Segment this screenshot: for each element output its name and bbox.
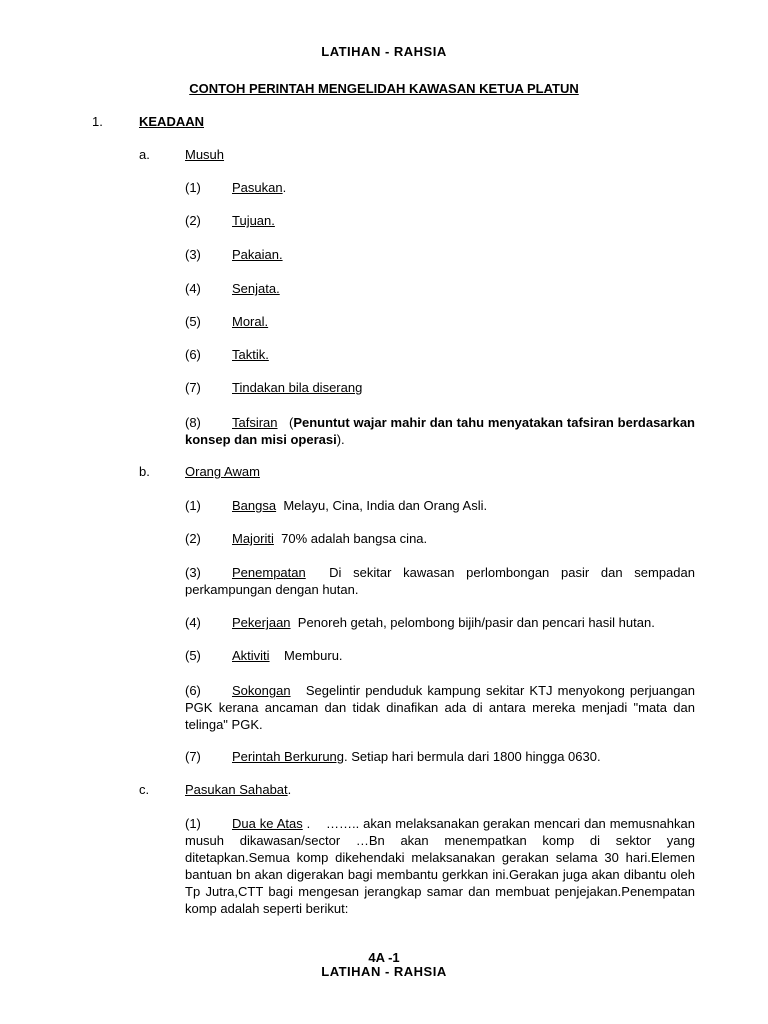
list-item: [185, 180, 286, 196]
item-label: Pekerjaan: [232, 615, 291, 630]
close-paren: ).: [336, 432, 345, 447]
item-text: Memburu.: [284, 648, 343, 663]
item-label: Senjata.: [232, 281, 280, 296]
subsection-label: Orang Awam: [185, 464, 260, 479]
footer-classification: LATIHAN - RAHSIA: [321, 964, 447, 979]
item-label: Bangsa: [232, 498, 277, 513]
item-number: (4): [185, 615, 201, 630]
list-item-tafsiran: [185, 414, 695, 448]
item-label: Perintah Berkurung: [232, 749, 345, 764]
open-paren: (: [288, 415, 294, 430]
item-label: Dua ke Atas: [232, 816, 303, 831]
item-label: Majoriti: [232, 531, 274, 546]
item-number: (7): [185, 380, 201, 395]
section-number: 1.: [92, 114, 103, 129]
item-text: Segelintir penduduk kampung sekitar KTJ menyokong perjuangan PGK kerana ancaman dan tidak dinafikan ada di antara mereka menjadi "mata dan telinga" PGK.: [185, 683, 695, 732]
list-item: [185, 564, 695, 598]
item-number: (3): [185, 247, 201, 262]
list-item: [185, 247, 283, 263]
item-label: Tujuan.: [232, 213, 275, 228]
section-heading: KEADAAN: [139, 114, 204, 129]
item-text: . Setiap hari bermula dari 1800 hingga 0630.: [344, 749, 601, 764]
item-label: Aktiviti: [232, 648, 270, 663]
document-title: CONTOH PERINTAH MENGELIDAH KAWASAN KETUA PLATUN: [189, 81, 579, 96]
subsection-label-group: [185, 782, 291, 798]
item-number: (1): [185, 816, 201, 831]
item-label: Sokongan: [232, 683, 291, 698]
item-number: (1): [185, 498, 201, 513]
item-label: Taktik.: [232, 347, 269, 362]
item-suffix: .: [282, 180, 287, 195]
subsection-label: Musuh: [185, 147, 225, 162]
item-label: Pakaian.: [232, 247, 283, 262]
list-item: [185, 531, 427, 547]
list-item: [185, 615, 655, 631]
tafsiran-note: Penuntut wajar mahir dan tahu menyatakan tafsiran berdasarkan konsep dan misi operasi: [185, 415, 695, 447]
item-number: (1): [185, 180, 201, 195]
subsection-suffix: .: [287, 782, 292, 797]
list-item: [185, 314, 268, 330]
subsection-letter: b.: [139, 464, 150, 479]
item-number: (8): [185, 415, 201, 430]
item-number: (7): [185, 749, 201, 764]
item-number: (2): [185, 213, 201, 228]
list-item: [185, 213, 275, 229]
page-number: 4A -1: [368, 950, 400, 965]
list-item: [185, 281, 280, 297]
item-number: (4): [185, 281, 201, 296]
item-label: Tafsiran: [232, 415, 278, 430]
item-label: Penempatan: [232, 565, 306, 580]
subsection-letter: a.: [139, 147, 150, 162]
list-item: [185, 347, 269, 363]
item-number: (2): [185, 531, 201, 546]
item-text: Melayu, Cina, India dan Orang Asli.: [283, 498, 488, 513]
header-classification: LATIHAN - RAHSIA: [321, 44, 447, 59]
item-text: 70% adalah bangsa cina.: [281, 531, 428, 546]
item-number: (3): [185, 565, 201, 580]
subsection-letter: c.: [139, 782, 150, 797]
subsection-label: Pasukan Sahabat: [185, 782, 288, 797]
item-number: (6): [185, 347, 201, 362]
item-label: Tindakan bila diserang: [232, 380, 363, 395]
item-number: (6): [185, 683, 201, 698]
list-item: [185, 749, 601, 765]
list-item: [185, 682, 695, 733]
item-text: Di sekitar kawasan perlombongan pasir dan sempadan perkampungan dengan hutan.: [185, 565, 695, 597]
list-item: [185, 648, 343, 664]
item-label: Pasukan: [232, 180, 283, 195]
item-number: (5): [185, 648, 201, 663]
item-label: Moral.: [232, 314, 269, 329]
item-text: Penoreh getah, pelombong bijih/pasir dan pencari hasil hutan.: [297, 615, 655, 630]
item-text: …….. akan melaksanakan gerakan mencari dan memusnahkan musuh dikawasan/sector …Bn akan menempatkan komp di sektor yang ditetapkan.Semua komp dikehendaki melaksanakan gerakan selama 30 hari.Elemen bantuan bn akan digerakan bagi membantu gerkkan ini.Gerakan juga akan dibantu oleh Tp Jutra,CTT bagi mengesan jerangkap samar dan membuat penjejakan.Penempatan komp adalah seperti berikut:: [185, 816, 695, 916]
list-item: [185, 380, 362, 396]
list-item: (1) Dua ke Atas . …….. akan melaksanakan gerakan mencari dan memusnahkan musuh dikawasan/sector …Bn akan menempatkan komp di sektor yang ditetapkan.Semua komp dikehendaki melaksanakan gerakan selama 30 hari.Elemen bantuan bn akan digerakan bagi membantu gerkkan ini.Gerakan juga akan dibantu oleh Tp Jutra,CTT bagi mengesan jerangkap samar dan membuat penjejakan.Penempatan komp adalah seperti berikut:: [185, 816, 695, 916]
list-item: [185, 498, 487, 514]
item-number: (5): [185, 314, 201, 329]
